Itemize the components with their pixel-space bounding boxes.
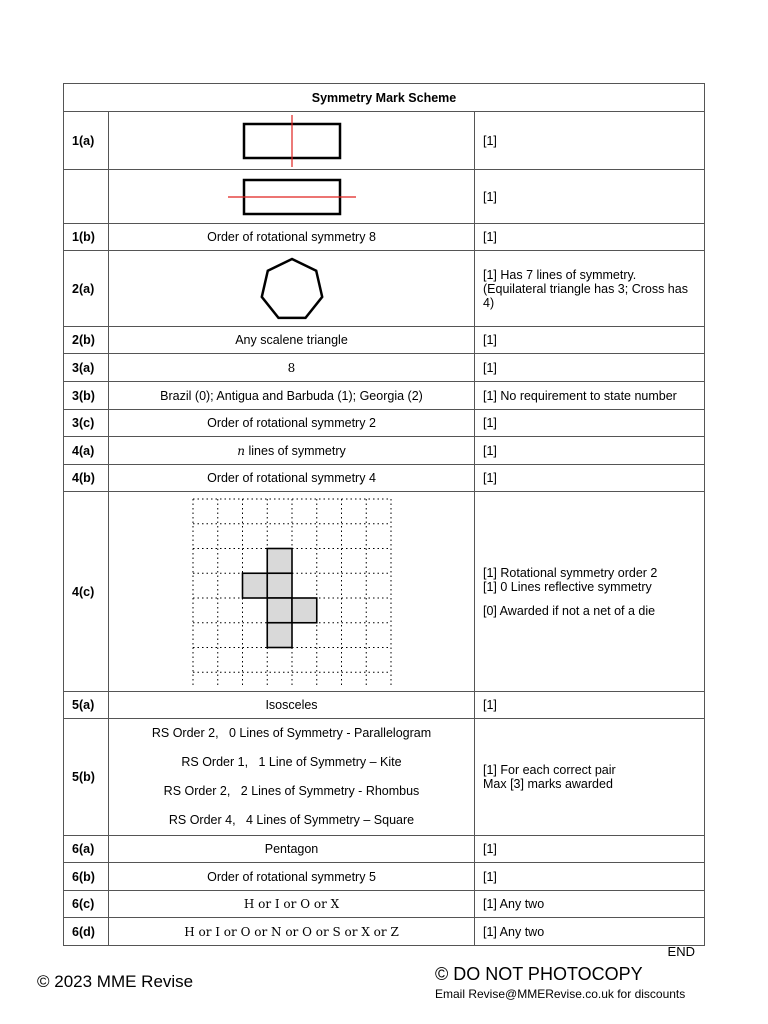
mark-cell: [1]	[475, 836, 705, 863]
mark-cell: [1]	[475, 437, 705, 465]
mark-line: [1] For each correct pair	[483, 763, 616, 777]
mark-cell: [1]	[475, 224, 705, 251]
question-number: 4(a)	[64, 437, 109, 465]
answer-line: RS Order 1, 1 Line of Symmetry – Kite	[181, 755, 402, 769]
do-not-photocopy-text: © DO NOT PHOTOCOPY	[435, 964, 643, 984]
shaded-cell	[267, 622, 292, 647]
question-number: 1(b)	[64, 224, 109, 251]
mark-cell	[475, 719, 705, 836]
answer-text: Brazil (0); Antigua and Barbuda (1); Georgia (2)	[160, 388, 423, 403]
table-row	[64, 224, 705, 251]
question-number: 6(a)	[64, 836, 109, 863]
question-number: 6(c)	[64, 891, 109, 918]
question-number: 6(b)	[64, 863, 109, 891]
answer-text: 8	[287, 360, 296, 375]
mark-cell: [1] No requirement to state number	[475, 382, 705, 410]
question-number: 1(a)	[64, 112, 109, 170]
answer-cell	[109, 836, 475, 863]
mark-line: (Equilateral triangle has 3; Cross has	[483, 281, 688, 296]
mark-cell: [1]	[475, 112, 705, 170]
mark-cell: [1] Any two	[475, 891, 705, 918]
mark-cell: [1]	[475, 170, 705, 224]
answer-line: RS Order 2, 0 Lines of Symmetry - Parallelogram	[151, 726, 432, 740]
answer-cell	[109, 719, 475, 836]
table-row	[64, 891, 705, 918]
table-row	[64, 251, 705, 327]
question-number	[64, 170, 109, 224]
answer-text: H or I or O or X	[243, 897, 340, 911]
email-discount-text: Email Revise@MMERevise.co.uk for discounts	[435, 987, 686, 1001]
shaded-cell	[267, 548, 292, 573]
question-number: 4(b)	[64, 465, 109, 492]
mark-line: Max [3] marks awarded	[483, 777, 613, 791]
mark-cell: [1]	[475, 354, 705, 382]
answer-text: Order of rotational symmetry 8	[207, 230, 376, 244]
net-grid-diagram	[190, 496, 394, 688]
question-number: 3(c)	[64, 410, 109, 437]
question-number: 2(a)	[64, 251, 109, 327]
mark-line: 4)	[483, 295, 495, 310]
table-row	[64, 465, 705, 492]
table-row	[64, 327, 705, 354]
answer-cell	[109, 465, 475, 492]
table-row	[64, 836, 705, 863]
answer-cell	[109, 437, 475, 465]
mark-cell: [1] Any two	[475, 918, 705, 946]
table-row	[64, 492, 705, 692]
shaded-cell	[267, 573, 292, 598]
mark-cell	[475, 251, 705, 327]
mark-line: [1] Has 7 lines of symmetry.	[483, 267, 637, 282]
mark-cell: [1]	[475, 863, 705, 891]
answer-text: lines of symmetry	[248, 443, 346, 458]
answer-cell	[109, 891, 475, 918]
question-number: 5(b)	[64, 719, 109, 836]
mark-cell: [1]	[475, 410, 705, 437]
mark-line: [1] 0 Lines reflective symmetry	[483, 579, 652, 594]
answer-cell	[109, 170, 475, 224]
answer-text: Pentagon	[264, 842, 319, 856]
end-label: END	[667, 944, 695, 959]
variable-n: n	[237, 443, 245, 458]
question-number: 3(a)	[64, 354, 109, 382]
answer-text: Order of rotational symmetry 5	[207, 869, 376, 884]
rectangle-horizontal-symmetry-diagram	[227, 174, 357, 220]
question-number: 2(b)	[64, 327, 109, 354]
answer-cell	[109, 112, 475, 170]
table-row	[64, 170, 705, 224]
heptagon-shape	[261, 259, 321, 318]
shaded-cell	[292, 598, 317, 623]
answer-cell	[109, 692, 475, 719]
answer-cell	[109, 863, 475, 891]
mark-cell	[475, 492, 705, 692]
answer-line: RS Order 2, 2 Lines of Symmetry - Rhombus	[163, 784, 420, 798]
answer-text: H or I or O or N or O or S or X or Z	[184, 924, 399, 939]
table-row	[64, 410, 705, 437]
table-row	[64, 692, 705, 719]
table-row	[64, 918, 705, 946]
question-number: 6(d)	[64, 918, 109, 946]
answer-cell	[109, 224, 475, 251]
table-row	[64, 437, 705, 465]
answer-text: Isosceles	[265, 698, 318, 712]
answer-text: Order of rotational symmetry 2	[207, 416, 376, 430]
question-number: 4(c)	[64, 492, 109, 692]
answer-text: Order of rotational symmetry 4	[207, 471, 376, 485]
answer-cell	[109, 410, 475, 437]
table-row	[64, 719, 705, 836]
table-title: Symmetry Mark Scheme	[64, 84, 705, 112]
answer-cell	[109, 918, 475, 946]
rectangle-vertical-symmetry-diagram	[232, 114, 352, 168]
mark-line: [1] Rotational symmetry order 2	[483, 565, 658, 580]
answer-cell	[109, 354, 475, 382]
answer-text: Any scalene triangle	[235, 333, 348, 347]
dotted-grid	[193, 499, 391, 688]
mark-cell: [1]	[475, 465, 705, 492]
mark-line: [0] Awarded if not a net of a die	[483, 603, 656, 618]
shaded-cell	[267, 598, 292, 623]
mark-scheme-table	[63, 83, 705, 946]
question-number: 5(a)	[64, 692, 109, 719]
mark-cell: [1]	[475, 327, 705, 354]
answer-cell	[109, 327, 475, 354]
answer-line: RS Order 4, 4 Lines of Symmetry – Square	[168, 813, 415, 827]
shaded-cell	[242, 573, 267, 598]
heptagon-diagram	[256, 256, 328, 322]
answer-cell	[109, 492, 475, 692]
mark-cell: [1]	[475, 692, 705, 719]
table-row	[64, 354, 705, 382]
answer-cell	[109, 251, 475, 327]
question-number: 3(b)	[64, 382, 109, 410]
table-row	[64, 112, 705, 170]
copyright-text: © 2023 MME Revise	[37, 972, 194, 991]
table-row	[64, 863, 705, 891]
table-row	[64, 382, 705, 410]
answer-cell	[109, 382, 475, 410]
